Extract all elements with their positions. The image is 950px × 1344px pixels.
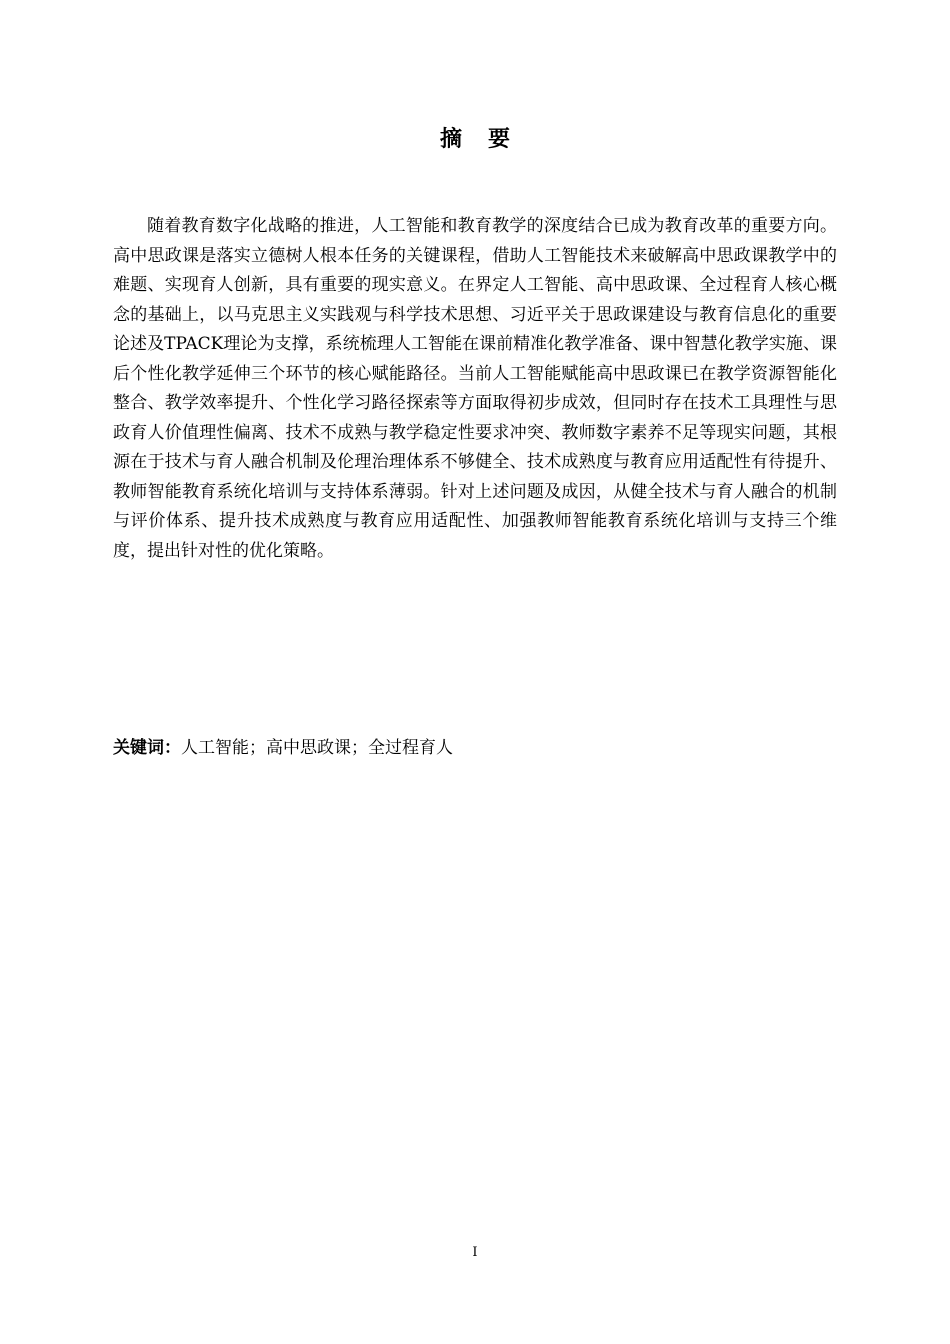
abstract-title: 摘要 bbox=[439, 127, 536, 152]
keywords-line bbox=[113, 734, 837, 763]
page-number: I bbox=[472, 1245, 478, 1260]
abstract-paragraph: 随着教育数字化战略的推进，人工智能和教育教学的深度结合已成为教育改革的重要方向。高中思政课是落实立德树人根本任务的关键课程，借助人工智能技术来破解高中思政课教学中的难题、实现育人创新，具有重要的现实意义。在界定人工智能、高中思政课、全过程育人核心概念的基础上，以马克思主义实践观与科学技术思想、习近平关于思政课建设与教育信息化的重要论述及TPACK理论为支撑，系统梳理人工智能在课前精准化教学准备、课中智慧化教学实施、课后个性化教学延伸三个环节的核心赋能路径。当前人工智能赋能高中思政课已在教学资源智能化整合、教学效率提升、个性化学习路径探索等方面取得初步成效，但同时存在技术工具理性与思政育人价值理性偏离、技术不成熟与教学稳定性要求冲突、教师数字素养不足等现实问题，其根源在于技术与育人融合机制及伦理治理体系不够健全、技术成熟度与教育应用适配性有待提升、教师智能教育系统化培训与支持体系薄弱。针对上述问题及成因，从健全技术与育人融合的机制与评价体系、提升技术成熟度与教育应用适配性、加强教师智能教育系统化培训与支持三个维度，提出针对性的优化策略。 bbox=[113, 216, 837, 561]
keywords-text: 人工智能；高中思政课；全过程育人 bbox=[181, 738, 453, 758]
keywords-label: 关键词： bbox=[113, 738, 181, 758]
